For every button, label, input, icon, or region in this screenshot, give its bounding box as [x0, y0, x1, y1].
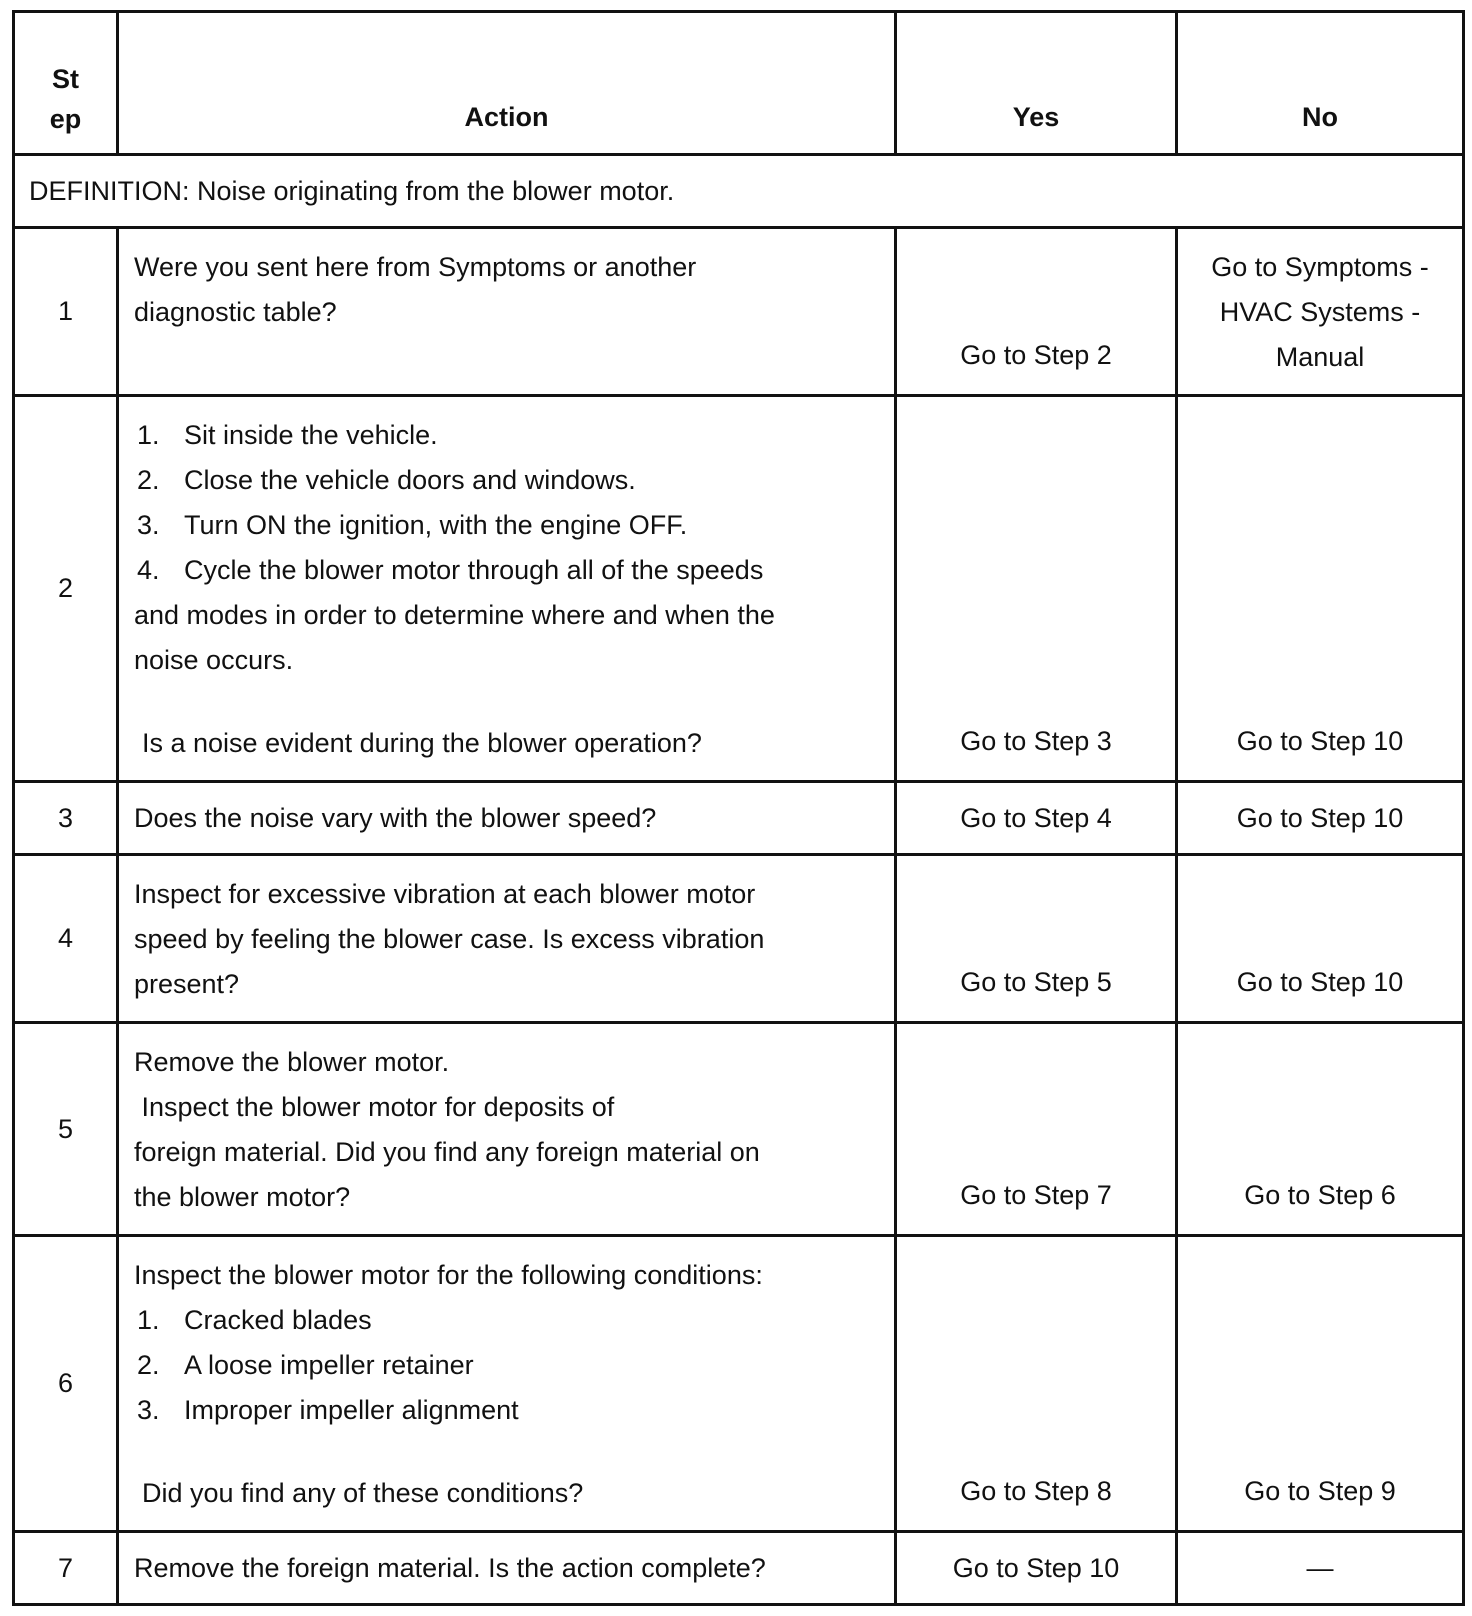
action-cell: Were you sent here from Symptoms or another diagnostic table?	[118, 228, 896, 396]
yes-cell: Go to Step 3	[896, 396, 1177, 782]
step-number: 6	[14, 1236, 118, 1532]
yes-cell: Go to Step 2	[896, 228, 1177, 396]
yes-cell: Go to Step 7	[896, 1023, 1177, 1236]
table-row	[14, 228, 1464, 396]
list-item: 1. Sit inside the vehicle.	[137, 420, 438, 450]
diagnostic-table	[12, 10, 1465, 1606]
step-number: 3	[14, 782, 118, 855]
no-cell: Go to Step 9	[1177, 1236, 1464, 1532]
table-row	[14, 1023, 1464, 1236]
question-text: Did you find any of these conditions?	[142, 1478, 584, 1508]
yes-cell: Go to Step 4	[896, 782, 1177, 855]
header-no: No	[1177, 12, 1464, 155]
yes-cell: Go to Step 5	[896, 855, 1177, 1023]
yes-cell: Go to Step 10	[896, 1532, 1177, 1605]
definition-text: DEFINITION: Noise originating from the blower motor.	[14, 155, 1464, 228]
no-cell: Go to Step 10	[1177, 855, 1464, 1023]
list-item: 4. Cycle the blower motor through all of the speeds	[137, 555, 764, 585]
table-row	[14, 1532, 1464, 1605]
question-text: Is a noise evident during the blower operation?	[142, 728, 702, 758]
header-step: St ep	[14, 12, 118, 155]
action-cell: 1. Sit inside the vehicle. 2. Close the vehicle doors and windows. 3. Turn ON the ignition, with the engine OFF. 4. Cycle the blower motor through all of the speeds and modes in order to determine where and when the noise occurs. Is a noise evident during the blower operation?	[118, 396, 896, 782]
step-number: 5	[14, 1023, 118, 1236]
list-item: 1. Cracked blades	[137, 1305, 372, 1335]
step-number: 2	[14, 396, 118, 782]
no-cell: Go to Step 6	[1177, 1023, 1464, 1236]
no-cell: Go to Step 10	[1177, 782, 1464, 855]
step-number: 4	[14, 855, 118, 1023]
header-action: Action	[118, 12, 896, 155]
step-number: 7	[14, 1532, 118, 1605]
list-item: 3. Turn ON the ignition, with the engine OFF.	[137, 510, 688, 540]
step-number: 1	[14, 228, 118, 396]
action-cell: Does the noise vary with the blower speed?	[118, 782, 896, 855]
list-item: 3. Improper impeller alignment	[137, 1395, 519, 1425]
list-item: 2. Close the vehicle doors and windows.	[137, 465, 636, 495]
table-row	[14, 855, 1464, 1023]
action-cell: Inspect the blower motor for the following conditions: 1. Cracked blades 2. A loose impeller retainer 3. Improper impeller alignment Did you find any of these conditions?	[118, 1236, 896, 1532]
header-yes: Yes	[896, 12, 1177, 155]
no-cell: —	[1177, 1532, 1464, 1605]
yes-cell: Go to Step 8	[896, 1236, 1177, 1532]
action-cell: Remove the foreign material. Is the action complete?	[118, 1532, 896, 1605]
table-row	[14, 1236, 1464, 1532]
no-cell: Go to Step 10	[1177, 396, 1464, 782]
table-row	[14, 782, 1464, 855]
action-cell: Remove the blower motor. Inspect the blower motor for deposits of foreign material. Did you find any foreign material on the blower motor?	[118, 1023, 896, 1236]
table-row	[14, 396, 1464, 782]
no-cell: Go to Symptoms - HVAC Systems - Manual	[1177, 228, 1464, 396]
action-cell: Inspect for excessive vibration at each blower motor speed by feeling the blower case. Is excess vibration present?	[118, 855, 896, 1023]
definition-row	[14, 155, 1464, 228]
list-item: 2. A loose impeller retainer	[137, 1350, 474, 1380]
header-row	[14, 12, 1464, 155]
